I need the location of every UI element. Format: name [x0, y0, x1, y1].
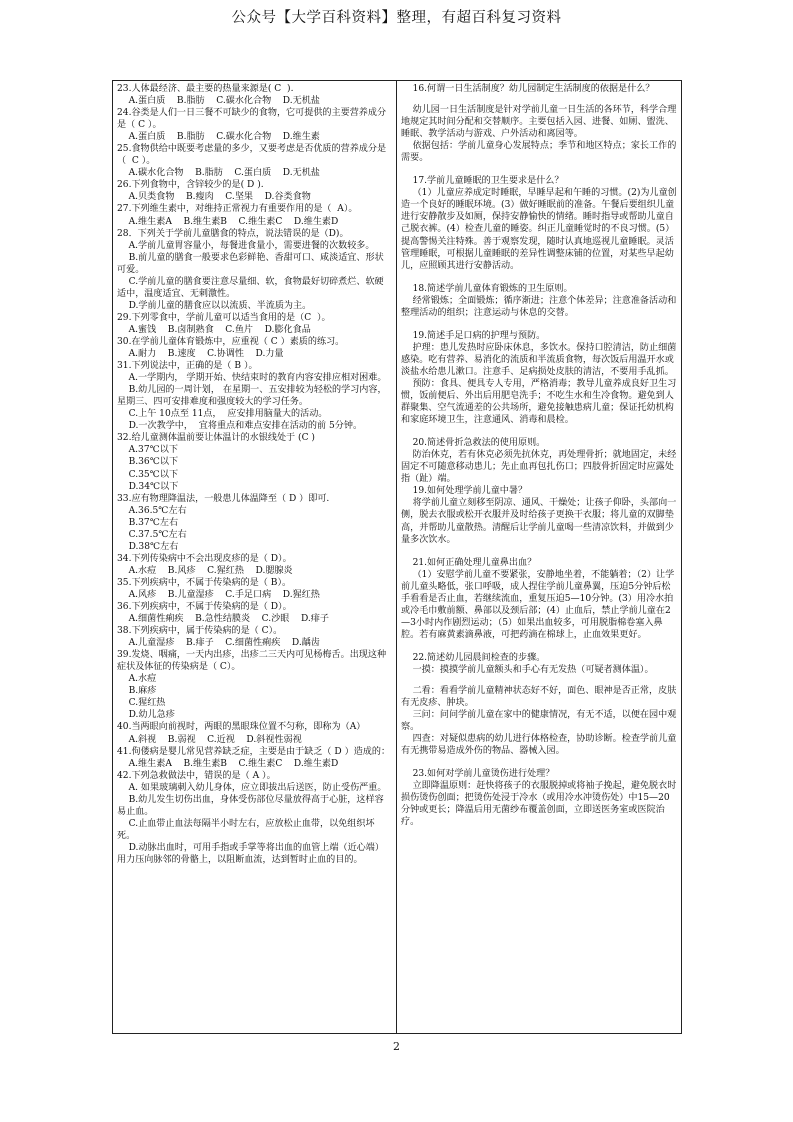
left-paragraph: 32.给儿童测体温前要让体温计的水银线处于 (C ) [117, 433, 315, 444]
left-paragraph: C.35℃以下 [117, 469, 179, 480]
right-paragraph: 23.如何对学前儿童烫伤进行处理？ [401, 769, 555, 780]
left-paragraph: A.36.5℃左右 [117, 505, 187, 516]
left-paragraph: A.一学期内， 学期开始、快结束时的教育内容安排应相对困难。 [117, 373, 387, 384]
left-paragraph: A. 如果玻璃刺入幼儿身体，应立即拔出后送医，防止受伤严重。 [117, 782, 387, 793]
left-paragraph: A.细菌性痢疾 B.急性结膜炎 C.沙眼 D.痱子 [117, 614, 329, 625]
left-paragraph: 42.下列急救做法中，错误的是（ A ）。 [117, 770, 276, 781]
right-paragraph: 一摸：摸摸学前儿童额头和手心有无发热（可疑者测体温）。 [401, 664, 654, 675]
left-paragraph: B.麻疹 [117, 686, 157, 697]
left-paragraph: A.37℃以下 [117, 445, 178, 456]
left-paragraph: A.蛋白质 B.脂肪 C.碳水化合物 D.无机盐 [117, 96, 320, 107]
left-paragraph: 40.当两眼向前视时，两眼的黑眼珠位置不匀称，即称为（A） [117, 722, 366, 733]
left-column [117, 83, 391, 866]
left-paragraph: A.维生素A B.维生素B C.维生素C D.维生素D [117, 216, 339, 227]
right-paragraph: 20.简述骨折急救法的使用原则。 [401, 438, 546, 449]
left-paragraph: A.风疹 B.儿童湿疹 C.手足口病 D.猩红热 [117, 589, 320, 600]
left-paragraph: B.37℃左右 [117, 517, 179, 528]
left-paragraph: 35.下列疾病中，不属于传染病的是（ B）。 [117, 577, 292, 588]
left-paragraph: 38.下列疾病中，属于传染病的是（ C）。 [117, 626, 283, 637]
right-paragraph: 预防：食具、便具专人专用，严格消毒；教导儿童养成良好卫生习惯，饭前便后、外出后用肥皂洗手；不吃生水和生冷食物。避免到人群聚集、空气流通差的公共场所，避免接触患病儿童；保证托幼机构和家庭环境卫生，注意通风、消毒和晨检。 [401, 378, 677, 426]
left-paragraph: A.水痘 B.风疹 C.猩红热 D.腮腺炎 [117, 565, 293, 576]
left-paragraph: 24.谷类是人们一日三餐不可缺少的食物，它可提供的主要营养成分是（ C ）。 [117, 108, 387, 131]
left-paragraph: 26.下列食物中，含锌较少的是( D ). [117, 180, 264, 191]
left-paragraph: 27.下列维生素中，对维持正常视力有重要作用的是（ A）。 [117, 204, 358, 215]
right-paragraph: 依据包括：学前儿童身心发展特点；季节和地区特点；家长工作的需要。 [401, 141, 677, 164]
left-paragraph: C.37.5℃左右 [117, 529, 187, 540]
column-divider [396, 80, 397, 1034]
left-paragraph: 34.下列传染病中不会出现皮疹的是（ D）。 [117, 553, 292, 564]
right-paragraph: 19.如何处理学前儿童中暑？ [401, 486, 528, 497]
left-paragraph: A.耐力 B.速度 C.协调性 D.力量 [117, 349, 284, 360]
left-paragraph: 23.人体最经济、最主要的热量来源是( C ). [117, 84, 294, 94]
left-paragraph: A.碳水化合物 B.脂肪 C.蛋白质 D.无机盐 [117, 168, 320, 179]
right-paragraph: 二看：看看学前儿童精神状态好不好，面色、眼神是否正常，皮肤有无皮疹、肿块。 [401, 686, 677, 709]
right-paragraph: 经常锻炼；全面锻炼；循序渐进；注意个体差异；注意准备活动和整理活动的组织；注意运动与休息的交替。 [401, 295, 677, 318]
left-paragraph: C.学前儿童的膳食要注意尽量细、软，食物最好切碎煮烂、软硬适中，温度适宜、无刺激性。 [117, 276, 384, 299]
left-paragraph: A.学前儿童胃容量小，每餐进食量小，需要进餐的次数较多。 [117, 240, 375, 251]
left-paragraph: B.前儿童的膳食一般要求色彩鲜艳、香甜可口、咸淡适宜、形状可爱。 [117, 252, 384, 275]
left-paragraph: 33.应有物理降温法，一般患儿体温降至（ D ）即可. [117, 493, 330, 504]
left-paragraph: B.36℃以下 [117, 457, 179, 468]
right-paragraph: 22.简述幼儿园晨间检查的步骤。 [401, 652, 546, 663]
left-paragraph: A.蛋白质 B.脂肪 C.碳水化合物 D.维生素 [117, 132, 320, 143]
left-paragraph: B.幼儿发生切伤出血，身体受伤部位尽量放得高于心脏，这样容易止血。 [117, 794, 384, 817]
page-number: 2 [393, 1040, 400, 1053]
page-header: 公众号【大学百科资料】整理，有超百科复习资料 [231, 10, 562, 26]
left-paragraph: D.34℃以下 [117, 481, 179, 492]
left-paragraph: 31.下列说法中，正确的是（ B ）。 [117, 361, 258, 372]
right-paragraph: （1）儿童应养成定时睡眠，早睡早起和午睡的习惯。(2)为儿童创造一个良好的睡眠环境。(3）做好睡眠前的准备。午餐后要组织儿童进行安静散步及如厕，保持安静愉快的情绪。睡时指导或帮助儿童自己脱衣裤。(4）检查儿童的睡姿。纠正儿童睡觉时的不良习惯。(5）提高警惕关注特殊。善于观察发现，随时认真地巡视儿童睡眠。灵活管理睡眠，可根据儿童睡眠的差异性调整床铺的位置，对某些早起幼儿，应照顾其进行安静活动。 [401, 188, 677, 271]
right-paragraph: 护理：患儿发热时应卧床休息，多饮水。保持口腔清洁，防止细菌感染。吃有营养、易消化的流质和半流质食物，每次饭后用温开水或淡盐水给患儿漱口。注意手、足病损处皮肤的清洁，不要用手乱抓。 [401, 342, 677, 377]
left-paragraph: D.动脉出血时，可用手指或手掌等将出血的血管上端（近心端）用力压向脉邻的骨骼上，以阻断血流，达到暂时止血的目的。 [117, 842, 384, 865]
right-paragraph: 19.简述手足口病的护理与预防。 [401, 330, 546, 341]
left-paragraph: A.水痘 [117, 674, 157, 685]
right-paragraph: 21.如何正确处理儿童鼻出血？ [401, 557, 537, 568]
right-paragraph: 幼儿园一日生活制度是针对学前儿童一日生活的各环节，科学合理地规定其时间分配和交替顺序。主要包括入园、进餐、如厕、盥洗、睡眠、教学活动与游戏、户外活动和离园等。 [401, 105, 677, 140]
right-paragraph: （1）安慰学前儿童不要紧张，安静地坐着，不能躺着；（2）让学前儿童头略低，张口呼吸，成人捏住学前儿童鼻翼，压迫5分钟后松手看看是否止血，若继续流血，重复压迫5—10分钟。(3）用冷水拍或冷毛巾敷前额、鼻部以及颈后部；(4）止血后，禁止学前儿童在2—3小时内作剧烈运动；（5）如果出血较多，可用脱脂棉卷塞入鼻腔。若有麻黄素滴鼻液，可把药滴在棉球上，止血效果更好。 [401, 569, 675, 640]
left-paragraph: A.贝类食物 B.瘦肉 C.坚果 D.谷类食物 [117, 192, 311, 203]
left-paragraph: 25.食物供给中既要考虑量的多少，又要考虑是否优质的营养成分是（ C ）。 [117, 144, 387, 167]
right-paragraph: 将学前儿童立刻移至阴凉、通风、干燥处；让孩子仰卧，头部向一侧，脱去衣服或松开衣服并及时给孩子更换干衣服；将儿童的双脚垫高，并帮助儿童散热。清醒后让学前儿童喝一些清凉饮料，并做到少量多次饮水。 [401, 498, 677, 545]
left-paragraph: 36.下列疾病中，不属于传染病的是（ D）。 [117, 602, 292, 613]
left-paragraph: C.上午 10点至 11点， 应安排用脑量大的活动。 [117, 409, 328, 420]
left-paragraph: D.学前儿童的膳食应以以流质、半流质为主。 [117, 300, 312, 311]
left-paragraph: A.儿童湿疹 B.痱子 C.细菌性痢疾 D.龋齿 [117, 638, 320, 649]
left-paragraph: C.止血带止血法每隔半小时左右，应放松止血带，以免组织坏死。 [117, 818, 375, 841]
left-paragraph: D.幼儿急疹 [117, 710, 175, 721]
right-paragraph: 立即降温原则：赶快将孩子的衣服脱掉或将袖子挽起，避免脱衣时损伤烫伤创面；把烫伤处浸于冷水（或用冷水冲烫伤处）中15—20分钟或更长；降温后用无菌纱布覆盖创面，立即送医务室或医院治疗。 [401, 781, 677, 828]
right-paragraph: 18.简述学前儿童体育锻炼的卫生原则。 [401, 283, 573, 294]
left-paragraph: A.维生素A B.维生素B C.维生素C D.维生素D [117, 758, 339, 769]
left-paragraph: C.猩红热 [117, 698, 166, 709]
left-paragraph: 30.在学前儿童体育锻炼中，应重视（ C ）素质的练习。 [117, 336, 345, 347]
left-paragraph: 28．下列关于学前儿童膳食的特点，说法错误的是（D)。 [117, 228, 349, 239]
left-paragraph: 39.发烧、咽痛，一天内出疹，出疹二三天内可见杨梅舌。出现这种症状及体征的传染病是（ C）。 [117, 650, 387, 673]
left-paragraph: D.一次教学中， 宜将重点和难点安排在活动的前 5分钟。 [117, 421, 363, 432]
right-paragraph: 三问：问问学前儿童在家中的健康情况，有无不适，以便在园中观察。 [401, 710, 677, 733]
left-paragraph: D.38℃左右 [117, 541, 179, 552]
left-paragraph: A.蜜饯 B.卤制熟食 C.鱼片 D.膨化食品 [117, 324, 311, 335]
left-paragraph: 29.下列零食中，学前儿童可以适当食用的是（C ）。 [117, 312, 331, 323]
left-paragraph: A.斜视 B.弱视 C.近视 D.斜视性弱视 [117, 734, 302, 745]
right-paragraph: 防治休克，若有休克必须先抗休克，再处理骨折；就地固定，未经固定不可随意移动患儿；先止血再包扎伤口；四肢骨折固定时应露处指（趾）端。 [401, 450, 677, 485]
right-paragraph: 16.何谓一日生活制度？幼儿园制定生活制度的依据是什么？ [401, 84, 655, 94]
right-paragraph: 17.学前儿童睡眠的卫生要求是什么？ [401, 176, 564, 187]
left-paragraph: B.幼儿园的一周计划， 在星期一、五安排较为轻松的学习内容，星期三、四可安排难度和强度较大的学习任务。 [117, 385, 387, 408]
left-paragraph: 41.佝偻病是婴儿常见营养缺乏症，主要是由于缺乏（ D ）造成的： [117, 746, 391, 757]
right-paragraph: 四查：对疑似患病的幼儿进行体格检查，协助诊断。检查学前儿童有无携带易造成外伤的物品、器械入园。 [401, 734, 677, 757]
right-column [401, 83, 677, 829]
